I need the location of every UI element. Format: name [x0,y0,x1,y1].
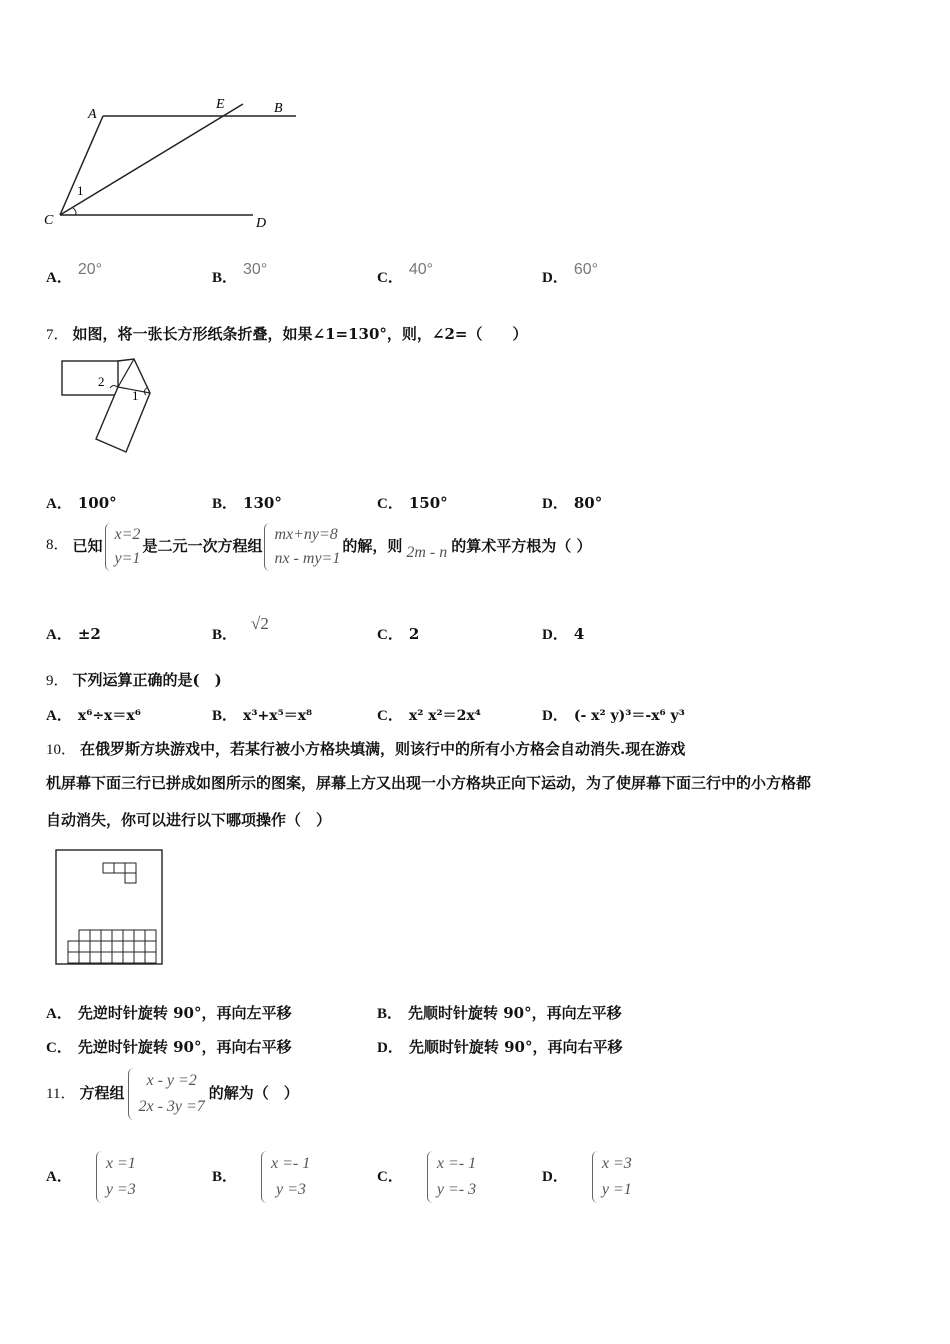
q11-equation-system: x - y =2 2x - 3y =7 [128,1068,204,1120]
q11-option-a[interactable]: A． x =1 y =3 [46,1151,136,1203]
q9-option-d[interactable]: D． (- x² y)³＝-x⁶ y³ [542,708,685,724]
label-1: 1 [132,388,139,403]
q11-option-d[interactable]: D． x =3 y =1 [542,1151,632,1203]
q11-option-a-system: x =1 y =3 [96,1151,136,1203]
q6-figure [38,92,308,242]
q7-figure [56,355,166,460]
q10-stem-line1: 10． 在俄罗斯方块游戏中，若某行被小方格块填满，则该行中的所有小方格会自动消失.现在游戏 [46,740,686,758]
line-ac [60,116,103,215]
q8-expression: 2m - n [406,544,448,561]
q6-option-b-value: 30° [243,261,268,278]
q10-stem-line2: 机屏幕下面三行已拼成如图所示的图案，屏幕上方又出现一小方格块正向下运动，为了使屏幕下面三行中的小方格都 [46,774,812,792]
q8-option-a[interactable]: A． ±2 [46,625,101,643]
q11-stem: 11． 方程组 x - y =2 2x - 3y =7 的解为（ ） [46,1068,299,1120]
q6-option-c[interactable]: C． 40° [377,261,434,286]
label-2: 2 [98,374,105,389]
q10-option-b[interactable]: B． 先顺时针旋转 90°，再向左平移 [377,1004,622,1022]
q8-solution-system: x=2 y=1 [105,523,141,571]
q8-option-c[interactable]: C． 2 [377,625,420,643]
q7-option-c[interactable]: C． 150° [377,494,448,512]
q6-option-d[interactable]: D． 60° [542,261,599,286]
q6-option-a-value: 20° [77,261,103,278]
q7-option-b[interactable]: B． 130° [212,494,282,512]
label-a: A [88,107,97,122]
q6-option-b[interactable]: B． 30° [212,261,268,286]
q8-option-b[interactable]: B．√2 [212,614,269,643]
q11-option-c[interactable]: C． x =- 1 y =- 3 [377,1151,476,1203]
q11-option-d-system: x =3 y =1 [592,1151,632,1203]
q8-stem: 8． 已知 x=2 y=1 是二元一次方程组 mx+ny=8 nx - my=1 的解，则 2m - n 的算术平方根为（ ） [46,523,591,571]
label-c: C [44,213,54,228]
q10-tetris-figure [55,849,165,969]
label-1: 1 [77,183,84,198]
q7-option-a[interactable]: A． 100° [46,494,117,512]
q10-option-d[interactable]: D． 先顺时针旋转 90°，再向右平移 [377,1038,623,1056]
q11-option-b-system: x =- 1 y =3 [261,1151,310,1203]
q9-option-b[interactable]: B． x³+x⁵＝x⁸ [212,708,313,724]
q6-option-a[interactable]: A． 20° [46,261,103,286]
label-e: E [216,97,225,112]
label-b: B [274,101,283,116]
q11-option-c-system: x =- 1 y =- 3 [427,1151,476,1203]
q6-option-d-value: 60° [573,261,599,278]
q7-stem: 7． 如图，将一张长方形纸条折叠，如果∠1=130°，则，∠2=（ ） [46,325,528,343]
q6-option-c-value: 40° [408,261,434,278]
q10-option-a[interactable]: A． 先逆时针旋转 90°，再向左平移 [46,1004,292,1022]
q9-option-a[interactable]: A． x⁶÷x＝x⁶ [46,708,141,724]
q9-stem: 9． 下列运算正确的是( ) [46,671,222,689]
q8-option-d[interactable]: D． 4 [542,625,585,643]
q11-option-b[interactable]: B． x =- 1 y =3 [212,1151,310,1203]
q7-option-d[interactable]: D． 80° [542,494,603,512]
q10-stem-line3: 自动消失，你可以进行以下哪项操作（ ） [46,811,332,829]
q10-option-c[interactable]: C． 先逆时针旋转 90°，再向右平移 [46,1038,292,1056]
label-d: D [256,216,267,231]
q9-option-c[interactable]: C． x² x²＝2x⁴ [377,708,481,724]
q8-equation-system: mx+ny=8 nx - my=1 [264,523,340,571]
